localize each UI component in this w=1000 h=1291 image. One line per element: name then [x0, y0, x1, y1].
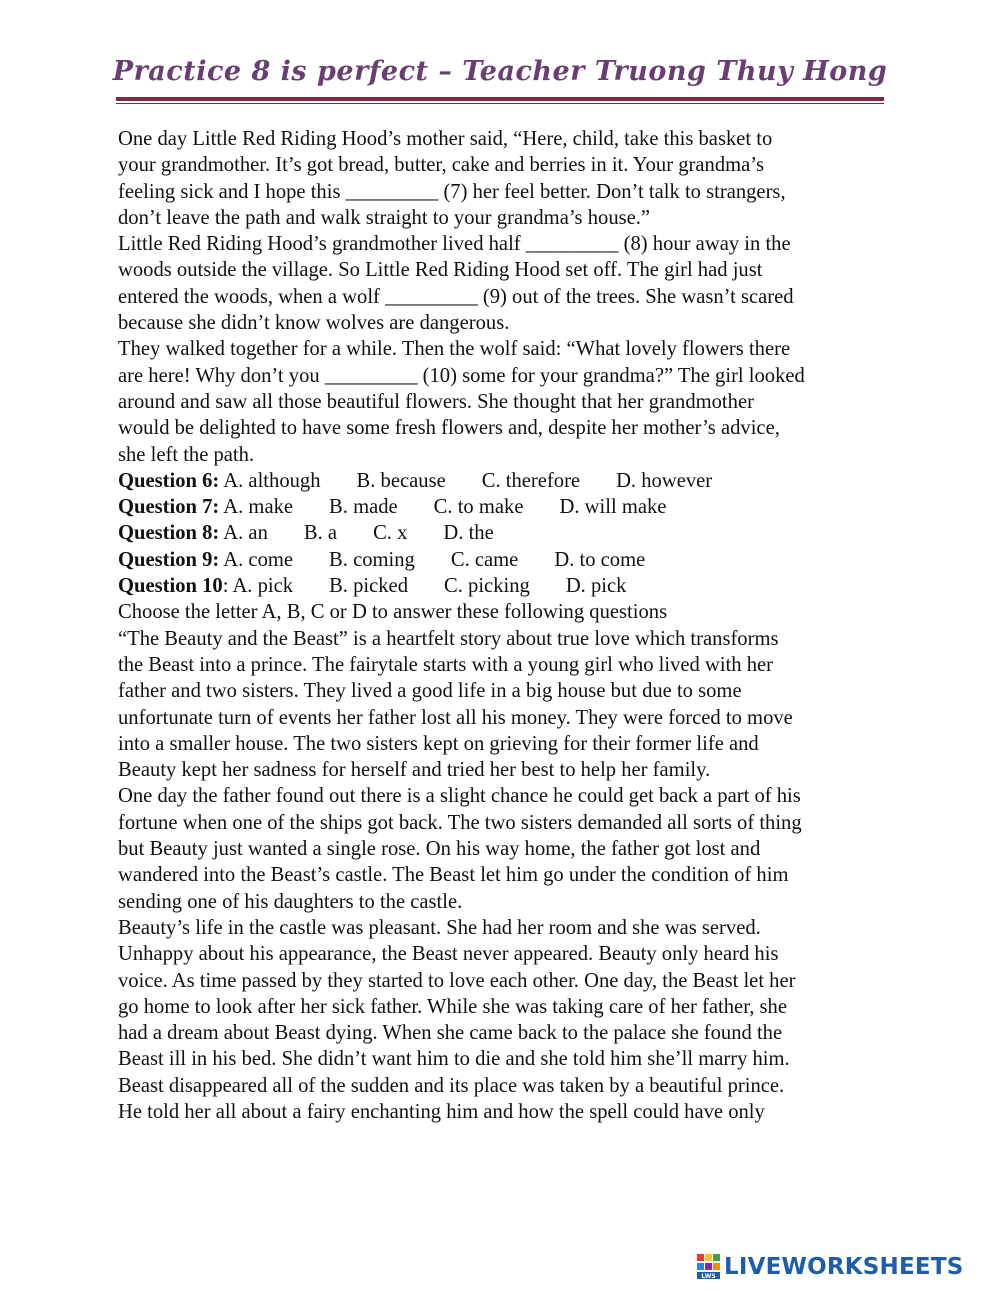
option-c[interactable]: C. therefore: [481, 469, 581, 492]
passage-line: the Beast into a prince. The fairytale starts with a young girl who lived with her: [118, 653, 774, 676]
question-9: [118, 547, 898, 573]
header-divider-thin: [116, 103, 884, 104]
question-label: Question 10: [118, 575, 223, 598]
passage-line: feeling sick and I hope this _________ (7) her feel better. Don’t talk to strangers,: [118, 180, 786, 203]
option-c[interactable]: C. came: [450, 548, 519, 571]
option-b[interactable]: B. because: [356, 469, 446, 492]
logo-lettering: LWS: [701, 1273, 716, 1280]
option-d[interactable]: D. to come: [554, 548, 646, 571]
option-b[interactable]: B. coming: [329, 548, 415, 571]
passage-line: around and saw all those beautiful flowers. She thought that her grandmother: [118, 390, 754, 413]
passage-line: woods outside the village. So Little Red Riding Hood set off. The girl had just: [118, 259, 763, 282]
brand-name: LIVEWORKSHEETS: [724, 1254, 964, 1280]
passage-line: she left the path.: [118, 443, 255, 466]
passage-line: don’t leave the path and walk straight to your grandma’s house.”: [118, 206, 651, 229]
passage-line: Beast disappeared all of the sudden and its place was taken by a beautiful prince.: [118, 1074, 785, 1097]
question-label: Question 6:: [118, 469, 220, 492]
passage-line: go home to look after her sick father. While she was taking care of her father, she: [118, 995, 787, 1018]
option-a[interactable]: A. pick: [232, 575, 294, 598]
question-label: Question 7:: [118, 496, 220, 519]
passage-line: Little Red Riding Hood’s grandmother lived half _________ (8) hour away in the: [118, 233, 791, 256]
page-title: Practice 8 is perfect – Teacher Truong Thuy Hong: [112, 56, 888, 87]
question-label-colon: :: [222, 575, 229, 598]
question-list: [118, 468, 898, 599]
liveworksheets-logo[interactable]: [697, 1254, 963, 1280]
passage-line: One day Little Red Riding Hood’s mother said, “Here, child, take this basket to: [118, 128, 773, 150]
header-divider: [116, 97, 884, 101]
instruction-text: Choose the letter A, B, C or D to answer these following questions: [118, 601, 668, 624]
worksheet-body: [118, 126, 898, 1125]
passage-line: “The Beauty and the Beast” is a heartfelt story about true love which transforms: [118, 627, 779, 650]
liveworksheets-icon: [697, 1254, 721, 1280]
option-d[interactable]: D. the: [443, 522, 494, 545]
passage-line: had a dream about Beast dying. When she came back to the palace she found the: [118, 1022, 783, 1045]
passage-beauty-and-the-beast: [118, 626, 898, 1126]
passage-line: Unhappy about his appearance, the Beast never appeared. Beauty only heard his: [118, 943, 779, 966]
passage-line: are here! Why don’t you _________ (10) some for your grandma?” The girl looked: [118, 364, 805, 387]
question-6: [118, 468, 898, 494]
question-8: [118, 520, 898, 546]
option-d[interactable]: D. pick: [565, 575, 627, 598]
passage-line: because she didn’t know wolves are dangerous.: [118, 312, 510, 335]
passage-line: Beauty’s life in the castle was pleasant. She had her room and she was served.: [118, 916, 761, 939]
passage-line: Beast ill in his bed. She didn’t want him to die and she told him she’ll marry him.: [118, 1048, 790, 1071]
option-a[interactable]: A. an: [223, 522, 268, 545]
option-c[interactable]: C. x: [373, 522, 408, 545]
option-b[interactable]: B. a: [303, 522, 338, 545]
passage-line: would be delighted to have some fresh flowers and, despite her mother’s advice,: [118, 417, 780, 440]
passage-line: but Beauty just wanted a single rose. On his way home, the father got lost and: [118, 838, 761, 861]
question-10: [118, 573, 898, 599]
passage-line: sending one of his daughters to the castle.: [118, 890, 463, 913]
passage-line: father and two sisters. They lived a good life in a big house but due to some: [118, 680, 742, 703]
passage-line: They walked together for a while. Then the wolf said: “What lovely flowers there: [118, 338, 791, 361]
option-b[interactable]: B. made: [329, 496, 398, 519]
passage-red-riding-hood: [118, 126, 898, 468]
passage-line: your grandmother. It’s got bread, butter, cake and berries in it. Your grandma’s: [118, 154, 765, 177]
question-7: [118, 494, 898, 520]
passage-line: entered the woods, when a wolf _________ (9) out of the trees. She wasn’t scared: [118, 285, 794, 308]
passage-line: One day the father found out there is a slight chance he could get back a part of his: [118, 785, 801, 808]
option-c[interactable]: C. picking: [444, 575, 530, 598]
passage-line: unfortunate turn of events her father lost all his money. They were forced to move: [118, 706, 793, 729]
option-a[interactable]: A. although: [223, 469, 321, 492]
option-b[interactable]: B. picked: [329, 575, 408, 598]
passage-line: He told her all about a fairy enchanting him and how the spell could have only: [118, 1100, 765, 1123]
option-d[interactable]: D. however: [616, 469, 713, 492]
question-label: Question 9:: [118, 548, 220, 571]
option-c[interactable]: C. to make: [433, 496, 524, 519]
question-label: Question 8:: [118, 522, 220, 545]
passage-line: voice. As time passed by they started to love each other. One day, the Beast let her: [118, 969, 796, 992]
option-a[interactable]: A. come: [223, 548, 294, 571]
option-a[interactable]: A. make: [223, 496, 294, 519]
passage-line: fortune when one of the ships got back. The two sisters demanded all sorts of thing: [118, 811, 802, 834]
passage-line: wandered into the Beast’s castle. The Beast let him go under the condition of him: [118, 864, 789, 887]
passage-line: into a smaller house. The two sisters kept on grieving for their former life and: [118, 732, 759, 755]
passage-line: Beauty kept her sadness for herself and tried her best to help her family.: [118, 759, 711, 782]
option-d[interactable]: D. will make: [559, 496, 667, 519]
